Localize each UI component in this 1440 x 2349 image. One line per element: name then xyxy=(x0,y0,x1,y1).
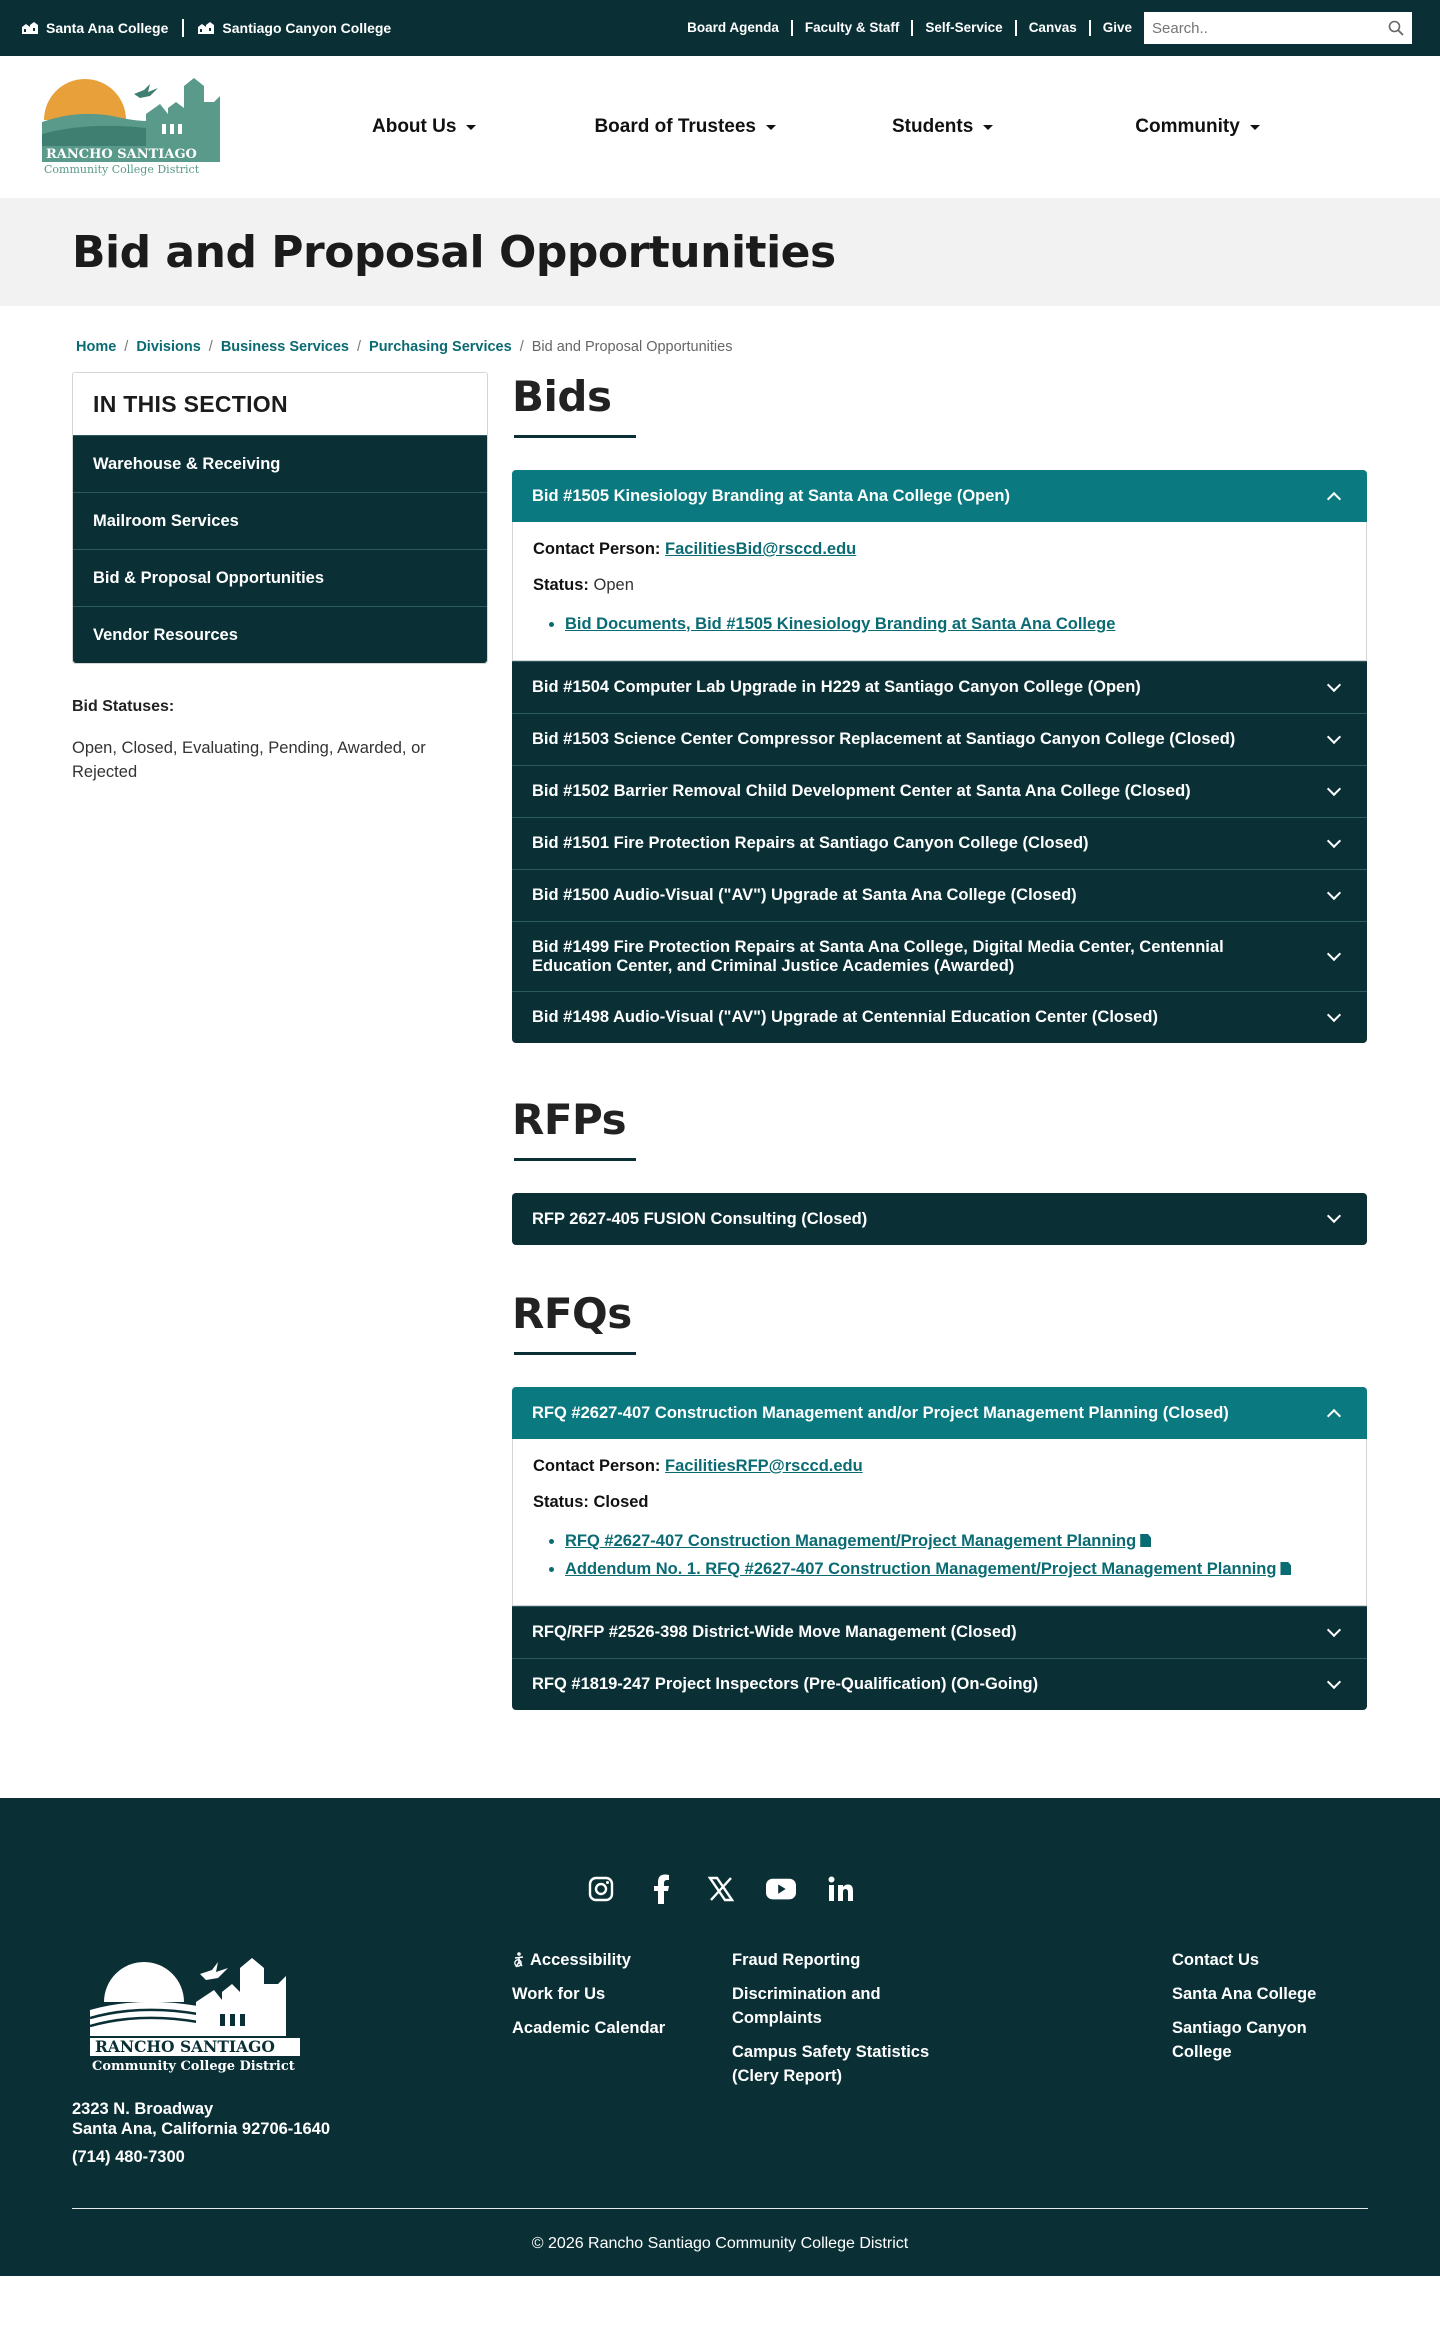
status-row xyxy=(533,576,1346,595)
college-links xyxy=(22,19,391,37)
caret-down-icon xyxy=(766,125,776,130)
divider xyxy=(182,19,184,37)
accessibility-icon xyxy=(512,1952,526,1968)
site-footer xyxy=(0,1798,1440,2276)
accordion-title: Bid #1505 Kinesiology Branding at Santa Ana College (Open) xyxy=(532,486,1010,505)
chevron-down-icon xyxy=(1327,1209,1341,1223)
list-item xyxy=(565,612,1346,636)
chevron-down-icon xyxy=(1327,1622,1341,1636)
bids-heading: Bids xyxy=(512,372,612,421)
sidebar-item-bid-proposal[interactable]: Bid & Proposal Opportunities xyxy=(73,549,487,606)
addendum-document-link[interactable]: Addendum No. 1. RFQ #2627-407 Construction Management/Project Management Planning xyxy=(565,1560,1277,1578)
search-box xyxy=(1144,12,1412,44)
accordion-title: RFQ #1819-247 Project Inspectors (Pre-Qualification) (On-Going) xyxy=(532,1675,1039,1693)
chevron-up-icon xyxy=(1327,1409,1341,1423)
pdf-icon xyxy=(1280,1562,1291,1575)
give-link[interactable]: Give xyxy=(1102,20,1132,35)
chevron-down-icon xyxy=(1327,885,1341,899)
list-item xyxy=(565,1529,1346,1553)
footer-logo-subtitle: Community College District xyxy=(92,2059,295,2074)
main-content xyxy=(512,372,1367,1710)
accordion-header-open[interactable] xyxy=(512,1387,1367,1439)
nav-label: Board of Trustees xyxy=(594,116,756,137)
work-for-us-link[interactable]: Work for Us xyxy=(512,1985,606,2003)
breadcrumb-separator: / xyxy=(124,339,129,355)
status-row xyxy=(533,1493,1346,1512)
building-icon xyxy=(22,22,38,34)
clery-report-link[interactable]: Campus Safety Statistics (Clery Report) xyxy=(732,2043,930,2085)
address-line: 2323 N. Broadway xyxy=(72,2100,214,2118)
breadcrumb-divisions[interactable]: Divisions xyxy=(136,339,201,355)
nav-label: About Us xyxy=(372,116,457,137)
chevron-down-icon xyxy=(1327,729,1341,743)
chevron-down-icon xyxy=(1327,946,1341,960)
accordion-header[interactable] xyxy=(512,921,1367,991)
contact-us-link[interactable]: Contact Us xyxy=(1172,1951,1260,1969)
self-service-link[interactable]: Self-Service xyxy=(913,20,1016,36)
bid-statuses-title: Bid Statuses: xyxy=(72,698,175,715)
breadcrumb-separator: / xyxy=(208,339,213,355)
linkedin-icon[interactable] xyxy=(826,1874,856,1904)
rsccd-logo[interactable] xyxy=(42,74,222,181)
footer-santiago-canyon-college-link[interactable]: Santiago Canyon College xyxy=(1172,2019,1307,2061)
logo-wordmark: RANCHO SANTIAGO xyxy=(46,146,197,162)
accordion-title: Bid #1502 Barrier Removal Child Development Center at Santa Ana College (Closed) xyxy=(532,782,1191,800)
footer-phone[interactable]: (714) 480-7300 xyxy=(72,2148,185,2166)
rfq-document-link[interactable]: RFQ #2627-407 Construction Management/Project Management Planning xyxy=(565,1532,1137,1550)
chevron-down-icon xyxy=(1327,781,1341,795)
heading-rule xyxy=(514,435,636,438)
rfps-heading: RFPs xyxy=(512,1095,627,1144)
rfqs-accordion xyxy=(512,1387,1367,1710)
footer-col-1 xyxy=(512,1948,665,2050)
accordion-title: Bid #1498 Audio-Visual ("AV") Upgrade at Centennial Education Center (Closed) xyxy=(532,1008,1158,1026)
status-label: Status: xyxy=(533,576,589,594)
caret-down-icon xyxy=(1250,125,1260,130)
building-icon xyxy=(198,22,214,34)
facebook-icon[interactable] xyxy=(646,1874,676,1904)
logo-subtitle: Community College District xyxy=(44,162,200,176)
academic-calendar-link[interactable]: Academic Calendar xyxy=(512,2019,666,2037)
contact-label: Contact Person: xyxy=(533,1457,661,1475)
bid-statuses-text: Open, Closed, Evaluating, Pending, Awarded, or Rejected xyxy=(72,739,426,781)
bids-accordion xyxy=(512,470,1367,1043)
page-title: Bid and Proposal Opportunities xyxy=(72,226,836,278)
footer-logo-wordmark: RANCHO SANTIAGO xyxy=(95,2037,275,2056)
main-nav xyxy=(372,116,1260,138)
footer-address xyxy=(72,2099,330,2139)
copyright xyxy=(0,2235,1440,2253)
accordion-header[interactable] xyxy=(512,765,1367,817)
contact-email-link[interactable]: FacilitiesRFP@rsccd.edu xyxy=(665,1457,863,1475)
breadcrumb-purchasing-services[interactable]: Purchasing Services xyxy=(369,339,512,355)
breadcrumb-home[interactable]: Home xyxy=(76,339,117,355)
footer-santa-ana-college-link[interactable]: Santa Ana College xyxy=(1172,1985,1317,2003)
contact-email-link[interactable]: FacilitiesBid@rsccd.edu xyxy=(665,540,857,558)
bid-documents-link[interactable]: Bid Documents, Bid #1505 Kinesiology Branding at Santa Ana College xyxy=(565,615,1116,633)
heading-rule xyxy=(514,1352,636,1355)
contact-row xyxy=(533,1457,1346,1476)
accordion-title: Bid #1503 Science Center Compressor Replacement at Santiago Canyon College (Closed) xyxy=(532,730,1236,748)
status-label: Status: Closed xyxy=(533,1493,649,1511)
accordion-title: RFQ #2627-407 Construction Management and/or Project Management Planning (Closed) xyxy=(532,1403,1229,1422)
chevron-down-icon xyxy=(1327,1674,1341,1688)
address-line: Santa Ana, California 92706-1640 xyxy=(72,2120,331,2138)
search-input[interactable] xyxy=(1152,20,1372,37)
faculty-staff-link[interactable]: Faculty & Staff xyxy=(793,20,914,36)
utility-bar xyxy=(0,0,1440,56)
heading-rule xyxy=(514,1158,636,1161)
board-agenda-link[interactable]: Board Agenda xyxy=(675,20,793,36)
breadcrumb-separator: / xyxy=(357,339,362,355)
nav-students[interactable] xyxy=(892,116,993,138)
accordion-body xyxy=(512,1439,1367,1606)
accordion-title: Bid #1501 Fire Protection Repairs at Santiago Canyon College (Closed) xyxy=(532,834,1089,852)
footer-logo[interactable] xyxy=(90,1952,305,2074)
accordion-header[interactable] xyxy=(512,991,1367,1043)
santa-ana-college-link[interactable] xyxy=(22,20,168,36)
section-nav-heading: IN THIS SECTION xyxy=(93,390,288,417)
rfps-accordion xyxy=(512,1193,1367,1245)
documents-list xyxy=(565,612,1346,636)
santiago-canyon-college-label: Santiago Canyon College xyxy=(222,20,392,36)
sidebar-item-mailroom[interactable]: Mailroom Services xyxy=(73,492,487,549)
accordion-title: RFP 2627-405 FUSION Consulting (Closed) xyxy=(532,1209,868,1228)
search-icon[interactable] xyxy=(1388,20,1404,36)
sidebar-item-vendor-resources[interactable]: Vendor Resources xyxy=(73,606,487,663)
accordion-header[interactable] xyxy=(512,1658,1367,1710)
nav-community[interactable] xyxy=(1135,116,1260,138)
x-icon[interactable] xyxy=(706,1874,736,1904)
copyright-icon: © xyxy=(531,2235,549,2252)
copyright-text: 2026 Rancho Santiago Community College District xyxy=(548,2235,909,2252)
list-item xyxy=(565,1557,1346,1581)
section-nav xyxy=(72,372,488,664)
pdf-icon xyxy=(1140,1534,1151,1547)
content-area xyxy=(0,372,1440,1710)
documents-list xyxy=(565,1529,1346,1581)
rfqs-heading: RFQs xyxy=(512,1289,632,1338)
fraud-reporting-link[interactable]: Fraud Reporting xyxy=(732,1951,861,1969)
breadcrumb-current: Bid and Proposal Opportunities xyxy=(531,339,733,355)
breadcrumb-separator: / xyxy=(519,339,524,355)
caret-down-icon xyxy=(983,125,993,130)
chevron-down-icon xyxy=(1327,1007,1341,1021)
santiago-canyon-college-link[interactable] xyxy=(198,20,391,36)
rsccd-logo-image xyxy=(42,74,222,176)
caret-down-icon xyxy=(466,125,476,130)
chevron-down-icon xyxy=(1327,833,1341,847)
accordion-title: RFQ/RFP #2526-398 District-Wide Move Management (Closed) xyxy=(532,1623,1017,1641)
utility-links xyxy=(675,12,1412,44)
contact-label: Contact Person: xyxy=(533,540,661,558)
accordion-title: Bid #1504 Computer Lab Upgrade in H229 at Santiago Canyon College (Open) xyxy=(532,678,1141,696)
accordion-header[interactable] xyxy=(512,817,1367,869)
footer-col-2 xyxy=(732,1948,942,2098)
chevron-up-icon xyxy=(1327,492,1341,506)
accordion-header[interactable] xyxy=(512,1606,1367,1658)
accordion-header-open[interactable] xyxy=(512,470,1367,522)
social-links xyxy=(586,1874,856,1904)
chevron-down-icon xyxy=(1327,677,1341,691)
canvas-link[interactable]: Canvas xyxy=(1017,20,1091,36)
sidebar xyxy=(72,372,488,1710)
site-header xyxy=(0,56,1440,198)
accordion-body xyxy=(512,522,1367,661)
nav-label: Community xyxy=(1135,116,1240,137)
accordion-header[interactable] xyxy=(512,1193,1367,1245)
santa-ana-college-label: Santa Ana College xyxy=(46,20,169,36)
instagram-icon[interactable] xyxy=(586,1874,616,1904)
accordion-title: Bid #1500 Audio-Visual ("AV") Upgrade at Santa Ana College (Closed) xyxy=(532,886,1077,904)
accordion-header[interactable] xyxy=(512,713,1367,765)
breadcrumb-business-services[interactable]: Business Services xyxy=(220,339,349,355)
accordion-header[interactable] xyxy=(512,869,1367,921)
accordion-title: Bid #1499 Fire Protection Repairs at Santa Ana College, Digital Media Center, Centennial Education Center, and Criminal Justice Academies (Awarded) xyxy=(532,937,1224,975)
nav-label: Students xyxy=(891,116,974,137)
status-value: Open xyxy=(593,576,634,594)
footer-col-3 xyxy=(1172,1948,1342,2074)
accordion-header[interactable] xyxy=(512,661,1367,713)
nav-about-us[interactable] xyxy=(372,116,476,138)
discrimination-complaints-link[interactable]: Discrimination and Complaints xyxy=(732,1985,881,2027)
accessibility-row xyxy=(512,1948,665,1972)
accessibility-link[interactable]: Accessibility xyxy=(530,1951,631,1969)
footer-divider xyxy=(72,2208,1368,2209)
nav-board-of-trustees[interactable] xyxy=(594,116,776,138)
page-title-band xyxy=(0,198,1440,306)
contact-row xyxy=(533,540,1346,559)
breadcrumb xyxy=(0,306,1440,366)
sidebar-item-warehouse[interactable]: Warehouse & Receiving xyxy=(73,435,487,492)
youtube-icon[interactable] xyxy=(766,1874,796,1904)
